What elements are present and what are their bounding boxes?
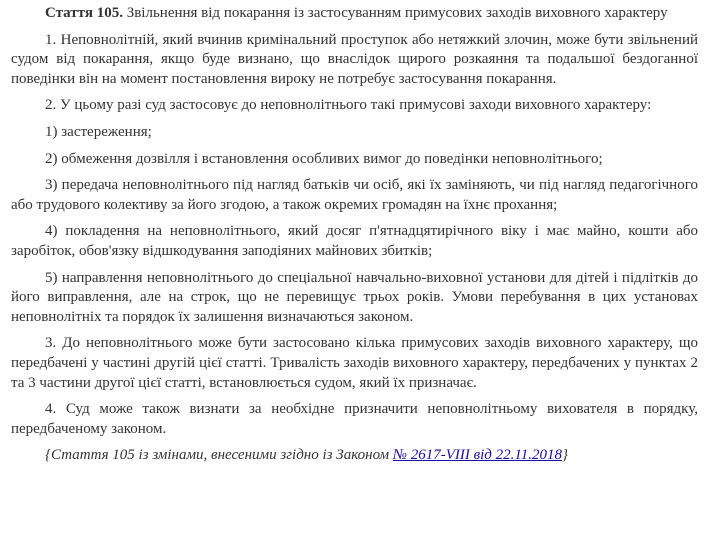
list-item: 4) покладення на неповнолітнього, який досяг п'ятнадцятирічного віку і має майно, кошти або заробіток, обов'язку відшкодування заподіяних майнових збитків; xyxy=(11,223,698,259)
amendment-note xyxy=(11,446,698,466)
list-item: 2) обмеження дозвілля і встановлення особливих вимог до поведінки неповнолітнього; xyxy=(45,150,603,167)
paragraph-2: 2. У цьому разі суд застосовує до неповнолітнього такі примусові заходи виховного характеру: xyxy=(45,97,652,114)
amendment-note-suffix: } xyxy=(562,447,569,464)
amendment-note-prefix: {Стаття 105 із змінами, внесеними згідно із Законом xyxy=(45,447,393,464)
paragraph-4: 4. Суд може також визнати за необхідне призначити неповнолітньому вихователя в порядку, передбаченому законом. xyxy=(11,401,698,437)
article-heading xyxy=(11,4,698,24)
list-item: 3) передача неповнолітнього під нагляд батьків чи осіб, які їх заміняють, чи під нагляд педагогічного або трудового колективу за його згодою, а також окремих громадян на їхнє прохання; xyxy=(11,177,698,213)
list-item: 1) застереження; xyxy=(45,123,152,140)
paragraph-1: 1. Неповнолітній, який вчинив кримінальний проступок або нетяжкий злочин, може бути звільнений судом від покарання, якщо буде визнано, що внаслідок щирого розкаяння та подальшої бездоганної поведінки він на момент постановлення вироку не потребує застосування покарання. xyxy=(11,31,698,87)
list-item: 5) направлення неповнолітнього до спеціальної навчально-виховної установи для дітей і підлітків до його виправлення, але на строк, що не перевищує трьох років. Умови перебування в цих установах неповнолітніх та порядок їх залишення визначаються законом. xyxy=(11,269,698,325)
paragraph-3: 3. До неповнолітнього може бути застосовано кілька примусових заходів виховного характеру, що передбачені у частині другій цієї статті. Тривалість заходів виховного характеру, передбачених у пунктах 2 та 3 частини другої цієї статті, встановлюється судом, який їх призначає. xyxy=(11,335,698,391)
article-title: Звільнення від покарання із застосуванням примусових заходів виховного характеру xyxy=(126,5,668,21)
law-link[interactable]: № 2617-VIII від 22.11.2018 xyxy=(392,447,563,464)
article-number: Стаття 105. xyxy=(45,5,123,21)
